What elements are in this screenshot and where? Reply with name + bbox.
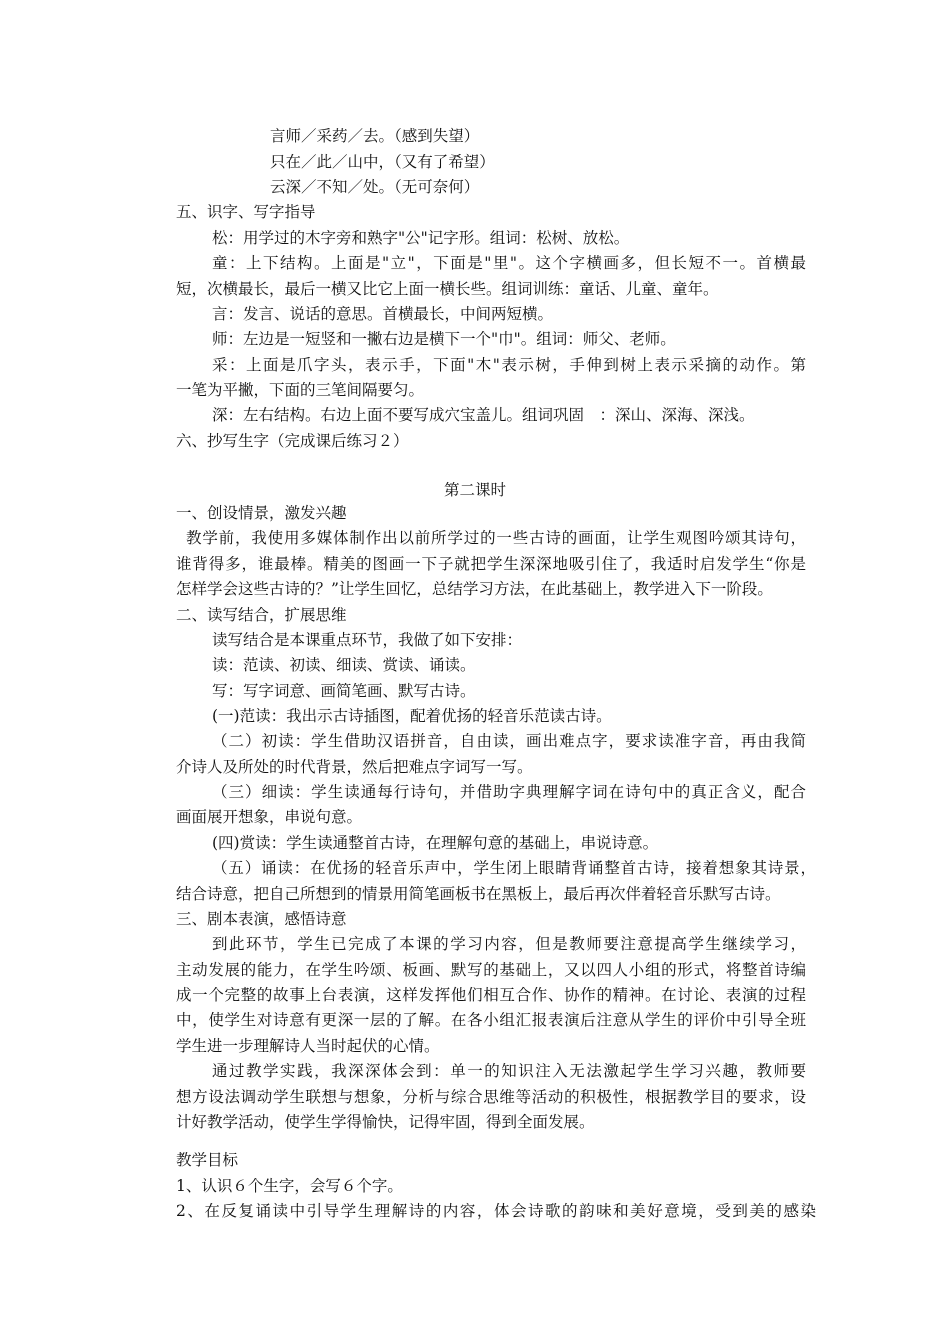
lesson2-s3-heading: 三、剧本表演，感悟诗意 [176, 910, 347, 928]
lesson2-s2-intro: 读写结合是本课重点环节，我做了如下安排： [212, 631, 523, 649]
lesson2-s1-line1: 教学前，我使用多媒体制作出以前所学过的一些古诗的画面，让学生观图吟颂其诗句， [186, 529, 806, 547]
char-yan: 言：发言、说话的意思。首横最长，中间两短横。 [212, 305, 554, 323]
lesson2-s3-line1: 到此环节，学生已完成了本课的学习内容，但是教师要注意提高学生继续学习， [212, 935, 806, 953]
reflection-line1: 通过教学实践，我深深体会到：单一的知识注入无法激起学生学习兴趣，教师要 [212, 1062, 806, 1080]
reflection-line2: 想方设法调动学生联想与想象，分析与综合思维等活动的积极性，根据教学目的要求，设 [176, 1088, 806, 1106]
lesson2-s2-chudu-line1: （二）初读：学生借助汉语拼音，自由读，画出难点字，要求读准字音，再由我简 [212, 732, 806, 750]
lesson2-s3-line4: 中，使学生对诗意有更深一层的了解。在各小组汇报表演后注意从学生的评价中引导全班 [176, 1011, 806, 1029]
char-shen: 深：左右结构。右边上面不要写成穴宝盖儿。组词巩固 ：深山、深海、深浅。 [212, 406, 755, 424]
lesson2-s3-line2: 主动发展的能力，在学生吟颂、板画、默写的基础上，又以四人小组的形式，将整首诗编 [176, 961, 806, 979]
poem-line-3: 云深／不知／处。（无可奈何） [270, 178, 480, 196]
lesson2-s3-line5: 学生进一步理解诗人当时起伏的心情。 [176, 1037, 440, 1055]
goal-item-2: 2、在反复诵读中引导学生理解诗的内容，体会诗歌的韵味和美好意境，受到美的感染 [176, 1202, 816, 1220]
poem-line-1: 言师／采药／去。（感到失望） [270, 127, 480, 145]
lesson2-s2-xidu-line2: 画面展开想象，串说句意。 [176, 808, 363, 826]
lesson2-s2-read: 读：范读、初读、细读、赏读、诵读。 [212, 656, 476, 674]
char-song: 松：用学过的木字旁和熟字"公"记字形。组词：松树、放松。 [212, 229, 630, 247]
char-tong-line1: 童：上下结构。上面是"立"，下面是"里"。这个字横画多，但长短不一。首横最 [212, 254, 806, 272]
goals-heading: 教学目标 [176, 1151, 239, 1169]
section5-heading: 五、识字、写字指导 [176, 203, 316, 221]
reflection-line3: 计好教学活动，使学生学得愉快，记得牢固，得到全面发展。 [176, 1113, 595, 1131]
lesson2-s2-songdu-line1: （五）诵读：在优扬的轻音乐声中，学生闭上眼睛背诵整首古诗，接着想象其诗景， [212, 859, 816, 877]
lesson2-s2-xidu-line1: （三）细读：学生读通每行诗句，并借助字典理解字词在诗句中的真正含义，配合 [212, 783, 806, 801]
char-cai-line2: 一笔为平撇，下面的三笔间隔要匀。 [176, 381, 425, 399]
lesson2-title: 第二课时 [443, 481, 506, 499]
lesson2-s3-line3: 成一个完整的故事上台表演，这样发挥他们相互合作、协作的精神。在讨论、表演的过程 [176, 986, 806, 1004]
lesson2-s2-fandu: (一)范读：我出示古诗插图，配着优扬的轻音乐范读古诗。 [212, 707, 612, 725]
lesson2-s2-heading: 二、读写结合，扩展思维 [176, 606, 347, 624]
section6-heading: 六、抄写生字（完成课后练习２） [176, 432, 409, 450]
goal-item-1: 1、认识６个生字，会写６个字。 [176, 1177, 403, 1195]
poem-line-2: 只在／此／山中，（又有了希望） [270, 153, 495, 171]
lesson2-s2-shangdu: (四)赏读：学生读通整首古诗，在理解句意的基础上，串说诗意。 [212, 834, 659, 852]
lesson2-s1-line2: 谁背得多，谁最棒。精美的图画一下子就把学生深深地吸引住了，我适时启发学生“你是 [176, 555, 806, 573]
lesson2-s2-songdu-line2: 结合诗意，把自己所想到的情景用简笔画板书在黑板上，最后再次伴着轻音乐默写古诗。 [176, 885, 781, 903]
char-shi: 师：左边是一短竖和一撇右边是横下一个"巾"。组词：师父、老师。 [212, 330, 676, 348]
lesson2-s2-chudu-line2: 介诗人及所处的时代背景，然后把难点字词写一写。 [176, 758, 533, 776]
char-cai-line1: 采：上面是爪字头，表示手，下面"木"表示树，手伸到树上表示采摘的动作。第 [212, 356, 806, 374]
char-tong-line2: 短，次横最长，最后一横又比它上面一横长些。组词训练：童话、儿童、童年。 [176, 280, 719, 298]
lesson2-s1-line3: 怎样学会这些古诗的？”让学生回忆，总结学习方法，在此基础上，教学进入下一阶段。 [176, 580, 773, 598]
lesson2-s2-write: 写：写字词意、画简笔画、默写古诗。 [212, 682, 476, 700]
lesson2-s1-heading: 一、创设情景，激发兴趣 [176, 504, 347, 522]
